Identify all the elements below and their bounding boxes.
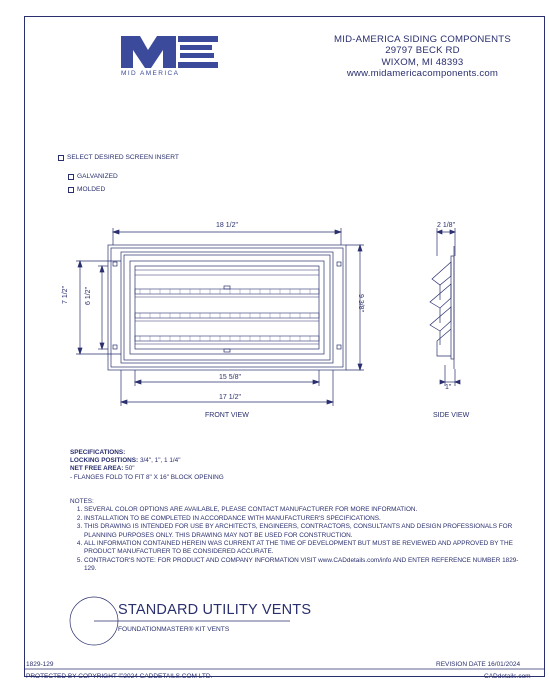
flange-note: - FLANGES FOLD TO FIT 8" X 16" BLOCK OPENING <box>70 473 224 481</box>
drawing-title: STANDARD UTILITY VENTS <box>118 602 312 618</box>
note-item: 1. SEVERAL COLOR OPTIONS ARE AVAILABLE, PLEASE CONTACT MANUFACTURER FOR MORE INFORMATION. <box>84 506 530 514</box>
dim-depth: 2 1/8" <box>437 222 456 229</box>
free-area-label: NET FREE AREA: <box>70 465 124 473</box>
locking-label: LOCKING POSITIONS: <box>70 457 139 465</box>
dim-overall-width: 18 1/2" <box>216 222 238 229</box>
checkbox-icon <box>58 155 64 161</box>
revision-date: REVISION DATE 16/01/2024 <box>436 661 521 668</box>
company-street: 29797 BECK RD <box>385 45 460 57</box>
company-info <box>300 34 545 80</box>
note-item: 2. INSTALLATION TO BE COMPLETED IN ACCORDANCE WITH MANUFACTURER'S SPECIFICATIONS. <box>84 515 530 523</box>
dim-inner-height: 6 1/2" <box>85 286 92 305</box>
front-view-label: FRONT VIEW <box>205 412 249 419</box>
specifications-block <box>70 449 224 482</box>
notes-heading: NOTES: <box>70 498 94 505</box>
note-item: 4. ALL INFORMATION CONTAINED HEREIN WAS CURRENT AT THE TIME OF DEVELOPMENT BUT MUST BE REVIEWED AND APPROVED BY THE PRODUCT MANUFACTURER TO BE CONSIDERED ACCURATE. <box>84 540 530 557</box>
note-item: 3. THIS DRAWING IS INTENDED FOR USE BY ARCHITECTS, ENGINEERS, CONTRACTORS, CONSULTANTS AND DESIGN PROFESSIONALS FOR PLANNING PURPOSES ONLY. THIS DRAWING MAY NOT BE USED FOR CONSTRUCTION. <box>84 523 530 540</box>
company-name: MID-AMERICA SIDING COMPONENTS <box>334 34 511 45</box>
caddetails-link[interactable]: CADdetails.com <box>484 673 531 680</box>
locking-value: 3/4", 1", 1 1/4" <box>138 457 181 465</box>
checkbox-molded[interactable] <box>68 187 74 193</box>
screen-insert-heading: SELECT DESIRED SCREEN INSERT <box>58 154 179 161</box>
copyright-notice: PROTECTED BY COPYRIGHT ©2024 CADDETAILS.COM LTD. <box>26 673 213 680</box>
option-galvanized[interactable]: GALVANIZED <box>68 173 118 180</box>
dim-inner-width: 15 5/8" <box>219 374 241 381</box>
dim-side-flange: 1" <box>445 384 452 391</box>
checkbox-galvanized[interactable] <box>68 174 74 180</box>
free-area-value: 50" <box>123 465 135 473</box>
dim-overall-height: 9 3/8" <box>357 294 364 313</box>
dim-flange-width: 17 1/2" <box>219 394 241 401</box>
specs-heading: SPECIFICATIONS: <box>70 449 126 456</box>
notes-block <box>70 498 530 574</box>
reference-number: 1829-129 <box>26 661 54 668</box>
company-city: WIXOM, MI 48393 <box>381 56 464 68</box>
company-website[interactable]: www.midamericacomponents.com <box>346 68 499 80</box>
side-view-label: SIDE VIEW <box>433 412 470 419</box>
logo-caption: MID AMERICA <box>121 70 180 77</box>
mid-america-logo <box>121 36 218 68</box>
dim-outer-height: 7 1/2" <box>62 285 69 304</box>
drawing-subtitle: FOUNDATIONMASTER® KIT VENTS <box>118 626 230 633</box>
option-molded[interactable]: MOLDED <box>68 186 105 193</box>
note-item: 5. CONTRACTOR'S NOTE: FOR PRODUCT AND COMPANY INFORMATION VISIT www.CADdetails.com/info AND ENTER REFERENCE NUMBER 1829-129. <box>84 557 530 574</box>
